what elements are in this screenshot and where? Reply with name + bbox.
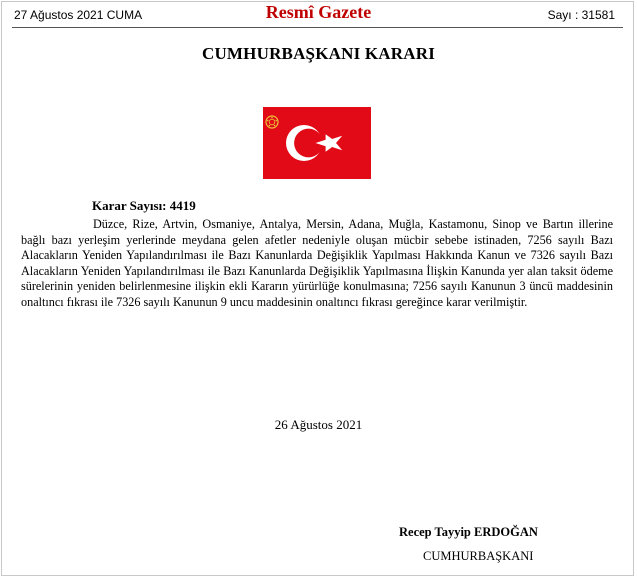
signatory-title: CUMHURBAŞKANI — [423, 549, 534, 563]
decision-body: Düzce, Rize, Artvin, Osmaniye, Antalya, Mersin, Adana, Muğla, Kastamonu, Sinop ve Bartın illerine bağlı bazı yerleşim yerlerinde meydana gelen afetler nedeniyle oluşan mücbir sebebe istinaden, 7256 sayılı Bazı Alacakların Yeniden Yapılandırılması ile Bazı Kanunlarda Değişiklik Yapılması Hakkında Kanun ve 7326 sayılı Bazı Alacakların Yeniden Yapılandırılması ile Bazı Kanunlarda Değişiklik Yapılmasına İlişkin Kanunda yer alan taksit ödeme sürelerinin yeniden belirlenmesine ilişkin ekli Kararın yürürlüğe konulmasına; 7256 sayılı Kanunun 3 üncü maddesinin onaltıncı fıkrası ile 7326 sayılı Kanunun 9 uncu maddesinin onaltıncı fıkrası gereğince karar verilmiştir. — [21, 217, 613, 309]
decision-date: 26 Ağustos 2021 — [274, 417, 363, 432]
signatory-name: Recep Tayyip ERDOĞAN — [399, 525, 538, 539]
turkish-flag-icon — [263, 107, 371, 179]
page-title: CUMHURBAŞKANI KARARI — [201, 44, 436, 63]
decision-number: Karar Sayısı: 4419 — [92, 198, 196, 213]
header-date: 27 Ağustos 2021 CUMA — [14, 8, 143, 22]
header-divider — [12, 27, 623, 28]
issue-number: Sayı : 31581 — [547, 8, 615, 22]
publication-name: Resmî Gazete — [265, 2, 372, 22]
